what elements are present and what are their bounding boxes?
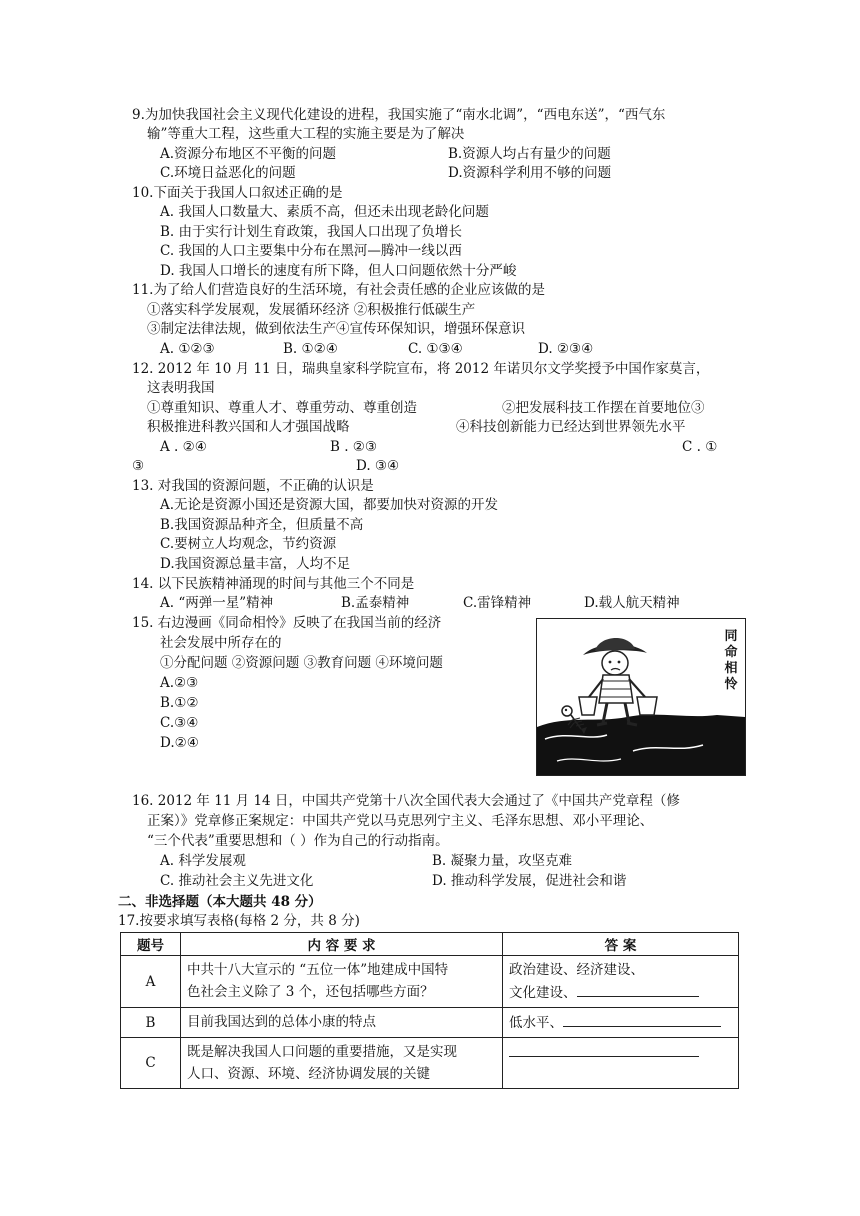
q11-option-a: A. ①②③ <box>160 341 215 357</box>
q10-option-d: D. 我国人口增长的速度有所下降，但人口问题依然十分严峻 <box>160 263 517 279</box>
q16-option-d: D. 推动科学发展，促进社会和谐 <box>432 873 627 889</box>
q15-option-b: B.①② <box>160 695 199 711</box>
requirement-line: 人口、资源、环境、经济协调发展的关键 <box>187 1066 430 1082</box>
q17-stem: 17.按要求填写表格(每格 2 分，共 8 分) <box>118 913 360 929</box>
q9-option-b: B.资源人均占有量少的问题 <box>448 146 611 162</box>
answer-text: 政治建设、经济建设、 <box>509 962 644 978</box>
row-answer <box>503 956 739 1008</box>
q15-option-d: D.②④ <box>160 735 199 751</box>
header-requirement: 内 容 要 求 <box>181 933 503 956</box>
q15-statements: ①分配问题 ②资源问题 ③教育问题 ④环境问题 <box>160 655 443 671</box>
q9-stem-line2: 输”等重大工程，这些重大工程的实施主要是为了解决 <box>147 126 465 142</box>
q15-option-c: C.③④ <box>160 715 199 731</box>
q9-option-c: C.环境日益恶化的问题 <box>160 165 296 181</box>
q11-options-line2: ③制定法律法规，做到依法生产④宣传环保知识，增强环保意识 <box>147 321 525 337</box>
q14-option-b: B.孟泰精神 <box>341 595 410 611</box>
q15-option-a: A.②③ <box>160 675 199 691</box>
answer-table <box>120 932 739 1089</box>
q16-stem-line1: 16. 2012 年 11 月 14 日，中国共产党第十八次全国代表大会通过了《中国共产党章程（修 <box>132 793 680 809</box>
q9-option-d: D.资源科学利用不够的问题 <box>448 165 612 181</box>
q12-statement-1: ①尊重知识、尊重人才、尊重劳动、尊重创造 <box>147 400 417 416</box>
row-answer <box>503 1008 739 1038</box>
answer-blank[interactable] <box>577 981 699 997</box>
table-row <box>121 1038 739 1089</box>
q16-option-a: A. 科学发展观 <box>160 853 246 869</box>
q10-option-c: C. 我国的人口主要集中分布在黑河—腾冲一线以西 <box>160 243 462 259</box>
q16-stem-line2: 正案）》党章修正案规定：中国共产党以马克思列宁主义、毛泽东思想、邓小平理论、 <box>147 813 654 829</box>
q11-options-line1: ①落实科学发展观，发展循环经济 ②积极推行低碳生产 <box>147 302 476 318</box>
q9-stem-line1: 9.为加快我国社会主义现代化建设的进程，我国实施了“南水北调”，“西电东送”，“西气东 <box>132 107 666 123</box>
q11-option-c: C. ①③④ <box>408 341 463 357</box>
q13-option-a: A.无论是资源小国还是资源大国，都要加快对资源的开发 <box>160 497 499 513</box>
answer-text: 低水平、 <box>509 1015 563 1031</box>
q14-option-c: C.雷锋精神 <box>463 595 532 611</box>
requirement-line: 色社会主义除了 3 个，还包括哪些方面？ <box>187 984 434 1000</box>
table-header-row <box>121 933 739 956</box>
requirement-line: 目前我国达到的总体小康的特点 <box>187 1014 376 1030</box>
q16-stem-line3: “三个代表”重要思想和（ ）作为自己的行动指南。 <box>147 833 449 849</box>
q13-option-b: B.我国资源品种齐全，但质量不高 <box>160 517 364 533</box>
q10-stem: 10.下面关于我国人口叙述正确的是 <box>132 185 343 201</box>
row-id: C <box>121 1038 181 1089</box>
q14-stem: 14. 以下民族精神涌现的时间与其他三个不同是 <box>132 576 415 592</box>
q11-option-d: D. ②③④ <box>538 341 594 357</box>
q13-option-c: C.要树立人均观念，节约资源 <box>160 536 337 552</box>
header-id: 题号 <box>121 933 181 956</box>
answer-blank[interactable] <box>509 1041 699 1057</box>
q15-stem-line1: 15. 右边漫画《同命相怜》反映了在我国当前的经济 <box>132 615 442 631</box>
q10-option-a: A. 我国人口数量大、素质不高，但还未出现老龄化问题 <box>160 204 489 220</box>
q12-statement-3: 积极推进科教兴国和人才强国战略 <box>147 419 350 435</box>
row-answer <box>503 1038 739 1089</box>
q13-stem: 13. 对我国的资源问题，不正确的认识是 <box>132 478 374 494</box>
q12-option-a: A . ②④ <box>160 439 207 455</box>
q14-option-d: D.载人航天精神 <box>584 595 680 611</box>
q10-option-b: B. 由于实行计划生育政策，我国人口出现了负增长 <box>160 224 463 240</box>
table-row <box>121 956 739 1008</box>
requirement-line: 中共十八大宣示的 “五位一体”地建成中国特 <box>187 962 449 978</box>
q11-option-b: B. ①②④ <box>283 341 338 357</box>
table-row <box>121 1008 739 1038</box>
requirement-line: 既是解决我国人口问题的重要措施，又是实现 <box>187 1044 457 1060</box>
q12-stem-line1: 12. 2012 年 10 月 11 日，瑞典皇家科学院宣布，将 2012 年诺贝尔文学奖授予中国作家莫言， <box>132 361 710 377</box>
q12-statement-4: ④科技创新能力已经达到世界领先水平 <box>456 419 686 435</box>
section-heading: 二、非选择题（本大题共 48 分） <box>118 894 322 910</box>
row-requirement <box>181 1038 503 1089</box>
cartoon-illustration <box>536 618 746 776</box>
q11-stem: 11.为了给人们营造良好的生活环境，有社会责任感的企业应该做的是 <box>132 282 545 298</box>
row-id: A <box>121 956 181 1008</box>
q15-stem-line2: 社会发展中所存在的 <box>160 635 282 651</box>
cartoon-drawing <box>537 619 745 775</box>
q12-statement-2: ②把发展科技工作摆在首要地位③ <box>502 400 705 416</box>
q9-option-a: A.资源分布地区不平衡的问题 <box>160 146 337 162</box>
q12-option-b: B . ②③ <box>330 439 377 455</box>
q12-option-c: C . ① <box>682 439 718 455</box>
row-requirement <box>181 956 503 1008</box>
row-requirement <box>181 1008 503 1038</box>
q16-option-c: C. 推动社会主义先进文化 <box>160 873 314 889</box>
header-answer: 答 案 <box>503 933 739 956</box>
q16-option-b: B. 凝聚力量，攻坚克难 <box>432 853 573 869</box>
q12-option-c-cont: ③ <box>132 458 145 474</box>
q12-stem-line2: 这表明我国 <box>147 380 215 396</box>
q13-option-d: D.我国资源总量丰富，人均不足 <box>160 556 351 572</box>
q12-option-d: D. ③④ <box>356 458 400 474</box>
cartoon-title: 同命相怜 <box>724 629 738 692</box>
answer-blank[interactable] <box>563 1011 721 1027</box>
answer-text: 文化建设、 <box>509 985 577 1001</box>
q14-option-a: A. “两弹一星”精神 <box>160 595 274 611</box>
row-id: B <box>121 1008 181 1038</box>
